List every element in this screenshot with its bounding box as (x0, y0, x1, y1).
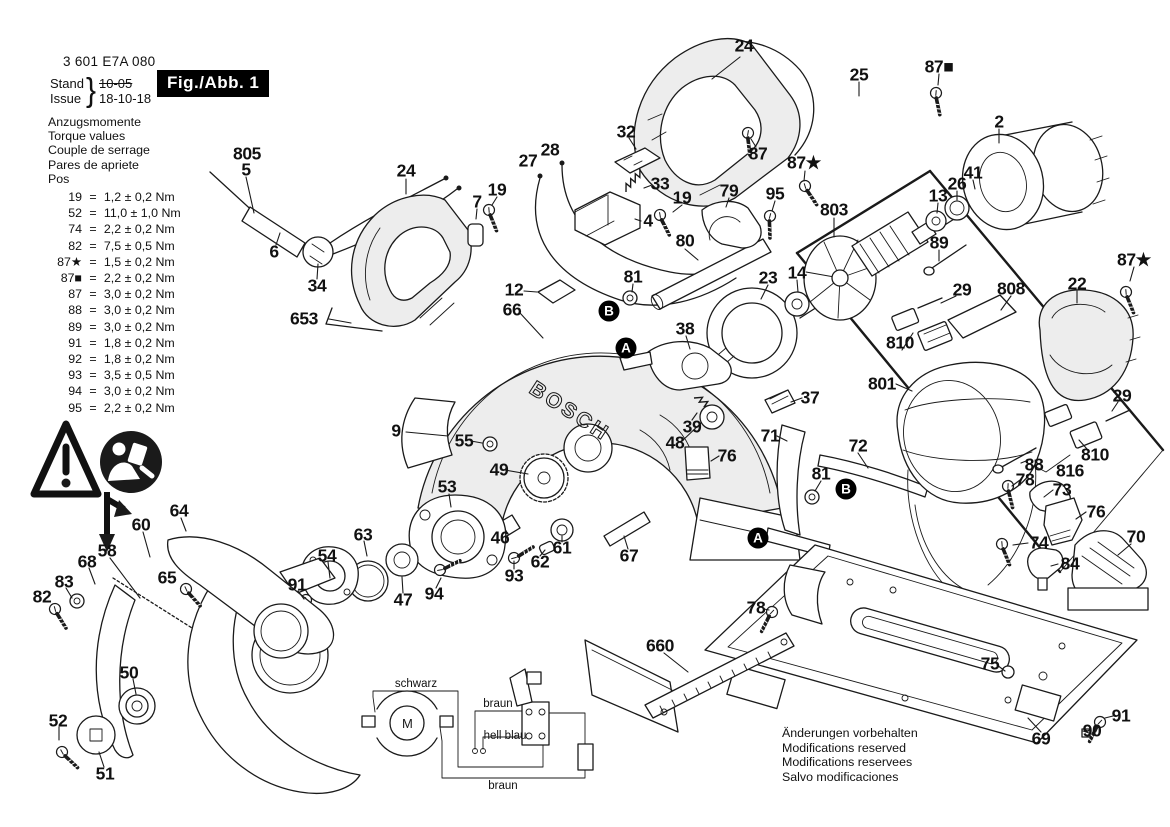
part-label: 88 (1024, 454, 1044, 475)
torque-pos: 19 (68, 190, 82, 204)
part-label: 26 (947, 173, 967, 194)
handle-grip (352, 195, 472, 326)
part-label: 65 (157, 567, 177, 588)
part-label: 63 (353, 524, 373, 545)
part-label: 9 (391, 420, 401, 441)
torque-heading-line: Pares de apriete (48, 157, 139, 172)
part-label: 78 (1015, 469, 1035, 490)
part-label: 84 (1060, 553, 1080, 574)
part-label: 19 (672, 187, 692, 208)
part-label: 37 (800, 387, 820, 408)
part-label: 29 (1112, 385, 1132, 406)
warning-triangle-icon (34, 424, 98, 494)
torque-value: 3,0 ± 0,2 Nm (103, 303, 175, 318)
torque-value: 7,5 ± 0,5 Nm (103, 238, 175, 253)
torque-value: 3,5 ± 0,5 Nm (103, 368, 175, 383)
torque-equals: = (89, 319, 97, 334)
torque-equals: = (89, 271, 97, 286)
part-label: 34 (307, 275, 327, 296)
part-label: 23 (758, 267, 778, 288)
wire-label: braun (488, 780, 518, 792)
notice-line: Modifications reservees (782, 755, 913, 770)
issue-label: Issue (50, 91, 82, 106)
part-label: 2 (994, 111, 1004, 132)
part-label: 51 (95, 763, 115, 784)
brand-logo: BOSCH (525, 376, 614, 446)
part-label: 73 (1052, 479, 1072, 500)
base-plate-assembly (585, 478, 1148, 743)
part-label: 33 (650, 173, 670, 194)
torque-row (48, 335, 181, 351)
part-label: 12 (504, 279, 524, 300)
part-label: 22 (1067, 273, 1087, 294)
torque-equals: = (89, 238, 97, 253)
part-label: 28 (540, 139, 560, 160)
torque-pos: 88 (68, 303, 82, 318)
figure-title: Fig./Abb. 1 (157, 70, 269, 97)
torque-row (48, 400, 181, 416)
part-label: 25 (849, 64, 869, 85)
torque-heading-line: Torque values (48, 129, 126, 144)
torque-table (48, 189, 181, 416)
part-label: 808 (997, 278, 1025, 299)
part-label: 47 (393, 589, 413, 610)
part-label: 48 (665, 432, 685, 453)
notice-line: Salvo modificaciones (782, 769, 899, 784)
part-label: 5 (241, 159, 251, 180)
torque-row (48, 367, 181, 383)
torque-row (48, 238, 181, 254)
torque-value: 2,2 ± 0,2 Nm (103, 400, 175, 415)
torque-pos: 87 (68, 287, 82, 302)
part-label: 87■ (924, 56, 954, 77)
torque-value: 11,0 ± 1,0 Nm (103, 206, 181, 221)
torque-equals: = (89, 400, 97, 415)
part-label: 27 (518, 150, 538, 171)
part-label: 7 (472, 191, 482, 212)
notice-line: Änderungen vorbehalten (782, 726, 918, 740)
part-label: 76 (717, 445, 737, 466)
part-label: 93 (504, 565, 524, 586)
torque-equals: = (89, 287, 97, 302)
torque-value: 1,2 ± 0,2 Nm (103, 190, 175, 204)
part-label: 32 (616, 121, 636, 142)
torque-row (48, 351, 181, 367)
torque-pos: 87★ (57, 254, 82, 269)
part-label: 87★ (787, 152, 821, 173)
part-label: 72 (848, 435, 868, 456)
part-label: 55 (454, 430, 474, 451)
part-label: 805 (233, 143, 261, 164)
torque-pos: 92 (68, 352, 82, 367)
torque-row (48, 270, 181, 286)
part-label: 53 (437, 476, 457, 497)
part-label: 91 (1111, 705, 1131, 726)
part-label: 94 (424, 583, 444, 604)
torque-value: 1,8 ± 0,2 Nm (103, 335, 175, 350)
part-label: 14 (787, 262, 807, 283)
torque-row (48, 286, 181, 302)
part-label: 39 (682, 416, 702, 437)
part-label: 87★ (1117, 249, 1151, 270)
part-label: 801 (868, 373, 896, 394)
part-label: 80 (675, 230, 695, 251)
torque-pos: 52 (68, 206, 82, 221)
notice-line: Modifications reserved (782, 740, 906, 755)
part-label: 89 (929, 232, 949, 253)
torque-pos: 89 (68, 319, 82, 334)
part-label: 4 (643, 210, 653, 231)
part-label: 70 (1126, 526, 1146, 547)
part-label: 19 (487, 179, 507, 200)
part-label: 60 (131, 514, 151, 535)
torque-row (48, 205, 181, 221)
part-label: 653 (290, 308, 318, 329)
zone-badge: B (599, 301, 620, 322)
part-label: 78 (746, 597, 766, 618)
revision-brace: } (85, 72, 97, 109)
zone-badge: A (616, 338, 637, 359)
torque-equals: = (89, 303, 97, 318)
part-label: 81 (811, 463, 831, 484)
wire-label: braun (483, 698, 513, 710)
part-label: 660 (646, 635, 674, 656)
part-label: 79 (719, 180, 739, 201)
stand-label: Stand (50, 76, 84, 91)
part-label: 64 (169, 500, 189, 521)
torque-value: 1,5 ± 0,2 Nm (103, 254, 175, 269)
torque-equals: = (89, 206, 97, 221)
torque-row (48, 319, 181, 335)
torque-pos: 82 (68, 238, 82, 253)
part-label: 50 (119, 662, 139, 683)
part-label: 816 (1056, 460, 1084, 481)
torque-equals: = (89, 384, 97, 399)
part-label: 62 (530, 551, 550, 572)
torque-headings (48, 115, 150, 186)
part-label: 74 (1029, 532, 1049, 553)
part-label: 90 (1082, 720, 1102, 741)
torque-value: 3,0 ± 0,2 Nm (103, 384, 175, 399)
part-label: 38 (675, 318, 695, 339)
wire-label: schwarz (394, 678, 438, 690)
part-label: 13 (928, 185, 948, 206)
part-label: 76 (1086, 501, 1106, 522)
zone-badge: A (748, 528, 769, 549)
revision-block (50, 74, 151, 108)
issue-value: 18-10-18 (99, 91, 152, 106)
part-label: 54 (317, 545, 337, 566)
part-label: 82 (32, 586, 52, 607)
torque-equals: = (89, 222, 97, 237)
part-label: 52 (48, 710, 68, 731)
torque-row (48, 383, 181, 399)
wire-label: hell blau (483, 730, 527, 742)
torque-value: 3,0 ± 0,2 Nm (103, 319, 175, 334)
modifications-notice (782, 726, 918, 784)
torque-heading-line: Couple de serrage (48, 143, 150, 158)
part-label: 67 (619, 545, 639, 566)
torque-pos: 94 (68, 384, 82, 399)
torque-equals: = (89, 335, 97, 350)
part-label: 83 (54, 571, 74, 592)
part-label: 810 (886, 332, 914, 353)
torque-value: 1,8 ± 0,2 Nm (103, 352, 175, 367)
torque-row (48, 254, 181, 270)
part-label: 69 (1031, 728, 1051, 749)
zone-badge: B (836, 479, 857, 500)
part-label: 66 (502, 299, 522, 320)
part-label: 41 (963, 162, 983, 183)
part-label: 81 (623, 266, 643, 287)
part-label: 61 (552, 537, 572, 558)
torque-equals: = (89, 352, 97, 367)
torque-value: 2,2 ± 0,2 Nm (103, 271, 175, 286)
part-label: 46 (490, 527, 510, 548)
part-label: 29 (952, 279, 972, 300)
part-label: 75 (980, 653, 1000, 674)
torque-pos: 74 (68, 222, 82, 237)
torque-row (48, 221, 181, 237)
part-label: 24 (734, 35, 754, 56)
torque-equals: = (89, 190, 97, 204)
torque-value: 2,2 ± 0,2 Nm (103, 222, 175, 237)
part-label: 803 (820, 199, 848, 220)
torque-row (48, 302, 181, 318)
part-label: 68 (77, 551, 97, 572)
part-label: 810 (1081, 444, 1109, 465)
torque-heading-line: Anzugsmomente (48, 115, 141, 129)
part-label: 6 (269, 241, 279, 262)
type-number: 3 601 E7A 080 (63, 54, 156, 69)
torque-heading-line: Pos (48, 171, 70, 186)
part-label: 49 (489, 459, 509, 480)
part-label: 91 (287, 574, 307, 595)
read-manual-icon (100, 431, 162, 493)
stand-value: 10-05 (99, 76, 133, 91)
torque-pos: 95 (68, 400, 82, 415)
part-label: 87 (748, 143, 768, 164)
torque-pos: 93 (68, 368, 82, 383)
torque-value: 3,0 ± 0,2 Nm (103, 287, 175, 302)
torque-row (48, 189, 181, 205)
torque-equals: = (89, 368, 97, 383)
part-label: 24 (396, 160, 416, 181)
part-label: 95 (765, 183, 785, 204)
torque-pos: 91 (68, 335, 82, 350)
motor-symbol: M (402, 716, 413, 731)
part-label: 71 (760, 425, 780, 446)
torque-equals: = (89, 254, 97, 269)
torque-pos: 87■ (60, 271, 82, 286)
part-label: 58 (97, 540, 117, 561)
